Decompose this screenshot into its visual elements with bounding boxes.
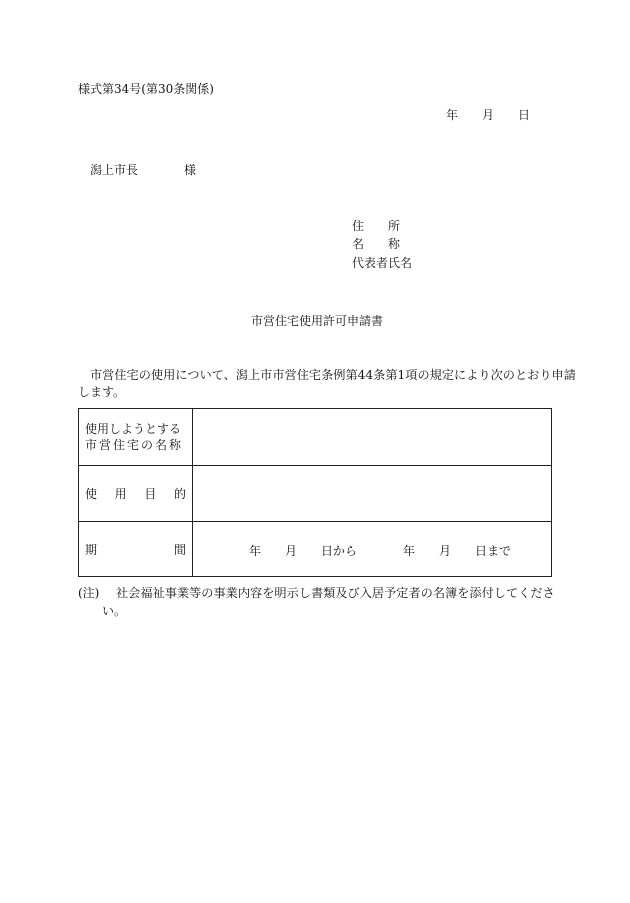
table-row-period xyxy=(79,522,552,577)
table-row-housing-name xyxy=(79,409,552,466)
period-from: 日から xyxy=(321,544,358,558)
representative-label: 代表者氏名 xyxy=(352,256,413,270)
document-title: 市営住宅使用許可申請書 xyxy=(251,314,384,328)
purpose-label xyxy=(79,466,193,522)
note-line1: 社会福祉事業等の事業内容を明示し書類及び入居予定者の名簿を添付してくださ xyxy=(116,586,555,600)
purpose-label-text xyxy=(85,485,186,502)
form-number: 様式第34号(第30条関係) xyxy=(78,82,214,96)
purpose-field[interactable] xyxy=(193,466,552,522)
name-label: 名 称 xyxy=(352,237,401,251)
label-char: 間 xyxy=(173,542,186,557)
body-text-line2: します。 xyxy=(78,385,126,399)
addressee-honorific: 様 xyxy=(184,163,197,177)
date-day: 日 xyxy=(518,108,531,122)
addressee-name: 潟上市長 xyxy=(90,163,139,177)
label-char: 的 xyxy=(173,487,186,501)
label-char: 用 xyxy=(114,487,127,501)
period-year-start: 年 xyxy=(249,544,262,558)
date-year: 年 xyxy=(446,108,459,122)
address-label: 住 所 xyxy=(352,219,401,233)
note-marker: (注) xyxy=(78,586,100,600)
label-char: 期 xyxy=(85,542,98,557)
note-line2: い。 xyxy=(102,604,127,618)
housing-name-label xyxy=(79,409,193,466)
body-text-line1: 市営住宅の使用について、潟上市市営住宅条例第44条第1項の規定により次のとおり申請 xyxy=(90,368,576,382)
period-label-text xyxy=(85,541,186,558)
table-row-purpose xyxy=(79,466,552,522)
period-month-start: 月 xyxy=(285,544,298,558)
date-month: 月 xyxy=(482,108,495,122)
period-until: 日まで xyxy=(475,544,512,558)
period-label xyxy=(79,522,193,577)
housing-name-label-line2: 市営住宅の名称 xyxy=(85,438,184,452)
application-table xyxy=(78,408,552,577)
period-year-end: 年 xyxy=(403,544,416,558)
label-char: 目 xyxy=(144,487,157,501)
period-month-end: 月 xyxy=(439,544,452,558)
period-field[interactable] xyxy=(193,522,552,577)
housing-name-field[interactable] xyxy=(193,409,552,466)
housing-name-label-line1: 使用しようとする xyxy=(85,422,182,436)
label-char: 使 xyxy=(85,487,98,501)
